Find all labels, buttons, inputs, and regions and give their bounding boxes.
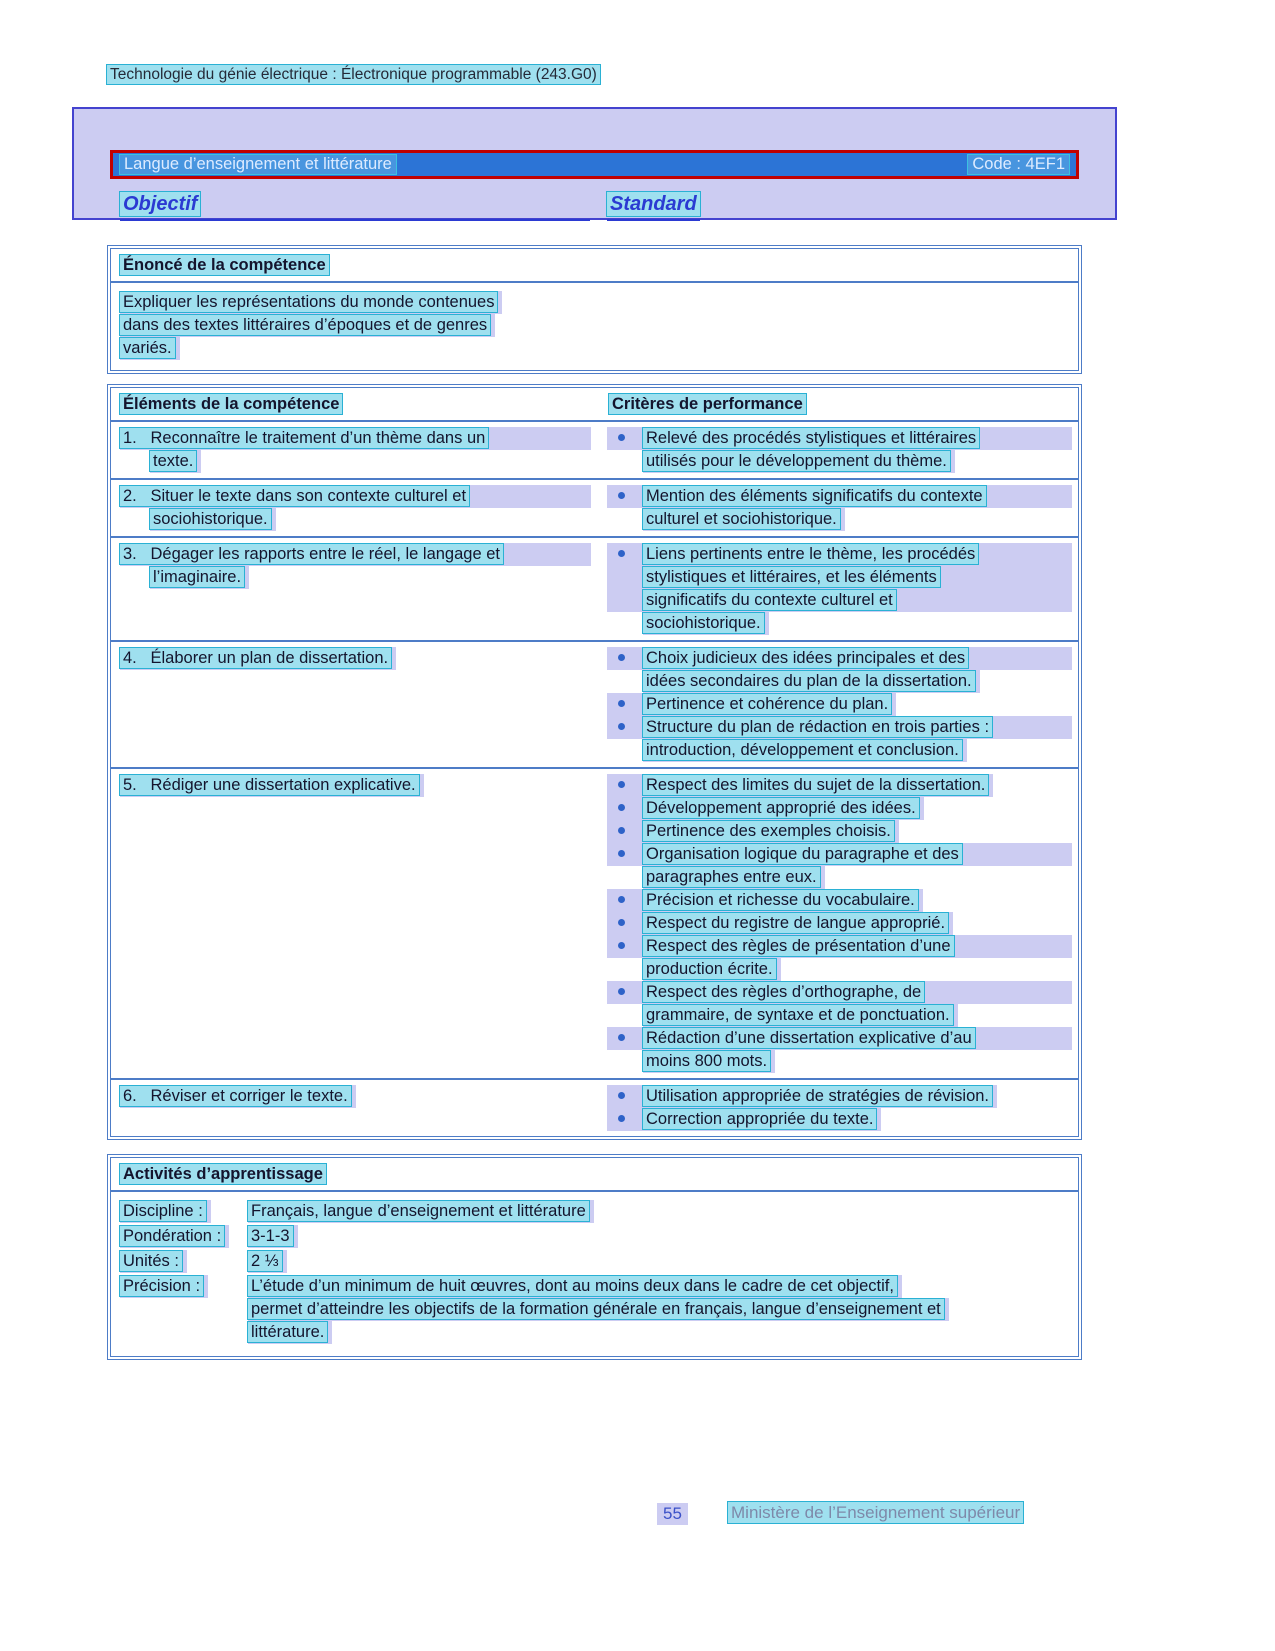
standard-heading [607,193,700,221]
text-line [120,337,180,360]
bullet-icon [607,820,643,843]
criterion [607,935,1072,981]
highlighted-text: Respect des limites du sujet de la dissertation. [643,775,988,795]
page-number: 55 [657,1503,688,1525]
activity-value [248,1225,1069,1248]
bullet-icon [607,1085,643,1108]
competence-row [111,642,1078,769]
text-line [248,1225,298,1248]
enonce-table-inner [110,248,1079,371]
criteria-cell [599,647,1078,762]
highlighted-text: Liens pertinents entre le thème, les procédés [643,544,978,564]
highlighted-text: introduction, développement et conclusion. [643,740,962,760]
criterion [607,716,1072,762]
text-line [607,774,993,797]
text-line [150,566,249,589]
text-line [607,797,924,820]
course-title: Langue d’enseignement et littérature [120,155,396,174]
bullet-icon [607,693,643,716]
criteria-cell [599,485,1078,531]
bullet-icon [607,647,643,670]
text-line [120,1225,229,1248]
enonce-body [111,283,1078,370]
text-line [120,291,502,314]
elements-header-left-cell [111,395,599,414]
highlighted-text: littérature. [248,1322,327,1342]
highlighted-text: production écrite. [643,959,776,979]
highlighted-text: Respect du registre de langue approprié. [643,913,948,933]
criteria-cell [599,1085,1078,1131]
elements-header-row [111,388,1078,422]
bullet-icon [607,485,643,508]
highlighted-text: sociohistorique. [150,509,271,529]
text-line [120,1200,211,1223]
criterion [607,647,1072,693]
activity-label [120,1250,248,1273]
title-box [72,107,1117,220]
highlighted-text: dans des textes littéraires d’époques et de genres [120,315,490,335]
bullet-icon [607,774,643,797]
highlighted-text: 3-1-3 [248,1226,293,1246]
course-code-bar [110,150,1079,179]
activities-table [107,1154,1082,1360]
highlighted-text: stylistiques et littéraires, et les éléments [643,567,940,587]
text-line [643,866,825,889]
highlighted-text: Développement approprié des idées. [643,798,919,818]
highlighted-text: l’imaginaire. [150,567,244,587]
criterion [607,1027,1072,1073]
highlighted-text: Correction appropriée du texte. [643,1109,876,1129]
bullet-icon [607,797,643,820]
highlighted-text: 4. Élaborer un plan de dissertation. [120,648,391,668]
highlighted-text: Pondération : [120,1226,224,1246]
highlighted-text: L’étude d’un minimum de huit œuvres, dont au moins deux dans le cadre de cet objectif, [248,1276,897,1296]
text-line [607,693,896,716]
highlighted-text: variés. [120,338,175,358]
element-cell [111,1085,599,1131]
highlighted-text: Relevé des procédés stylistiques et littéraires [643,428,979,448]
text-line [643,450,955,473]
criteria-cell [599,427,1078,473]
text-line [607,1085,997,1108]
criterion [607,820,1072,843]
text-line [607,716,1072,739]
competence-row [111,480,1078,538]
highlighted-text: 3. Dégager les rapports entre le réel, le langage et [120,544,503,564]
criteria-cell [599,543,1078,635]
text-line [607,912,953,935]
standard-label: Standard [607,192,700,216]
text-line [120,647,396,670]
text-line [607,1108,881,1131]
bullet-icon [607,427,643,450]
activity-row [120,1275,1069,1344]
text-line [120,543,591,566]
highlighted-text: Respect des règles d’orthographe, de [643,982,924,1002]
running-header-text: Technologie du génie électrique : Électronique programmable (243.G0) [107,65,600,84]
elements-header-right: Critères de performance [609,394,806,414]
elements-header-left: Éléments de la compétence [120,394,342,414]
footer-ministry-text: Ministère de l’Enseignement supérieur [728,1502,1023,1523]
element-cell [111,543,599,635]
criterion [607,1085,1072,1108]
activity-row [120,1225,1069,1248]
bullet-icon [607,889,643,912]
enonce-header-text: Énoncé de la compétence [120,255,329,275]
criterion [607,797,1072,820]
highlighted-text: Mention des éléments significatifs du contexte [643,486,986,506]
text-line [607,485,1072,508]
highlighted-text: Organisation logique du paragraphe et des [643,844,962,864]
enonce-header [111,249,1078,283]
element-cell [111,427,599,473]
bullet-icon [607,981,643,1004]
highlighted-text: Choix judicieux des idées principales et des [643,648,968,668]
text-line [150,508,276,531]
highlighted-text: Respect des règles de présentation d’une [643,936,954,956]
activity-row [120,1200,1069,1223]
highlighted-text: 1. Reconnaître le traitement d’un thème dans un [120,428,488,448]
elements-table-inner [110,387,1079,1137]
text-line [643,612,769,635]
criterion [607,843,1072,889]
elements-table [107,384,1082,1140]
objectif-heading [120,193,590,221]
highlighted-text: Français, langue d’enseignement et littérature [248,1201,589,1221]
text-line [120,485,591,508]
activity-label [120,1225,248,1248]
activity-value [248,1250,1069,1273]
elements-header-right-cell [599,395,1078,414]
text-line [120,1250,187,1273]
criterion [607,774,1072,797]
highlighted-text: culturel et sociohistorique. [643,509,840,529]
text-line [120,1085,356,1108]
activity-value [248,1275,1069,1344]
element-cell [111,485,599,531]
text-line [248,1321,332,1344]
text-line [643,508,845,531]
activity-value [248,1200,1069,1223]
highlighted-text: moins 800 mots. [643,1051,770,1071]
activities-header [111,1158,1078,1192]
activity-row [120,1250,1069,1273]
text-line [643,670,980,693]
bullet-icon [607,1108,643,1131]
text-line [607,843,1072,866]
text-line [120,427,591,450]
criterion [607,693,1072,716]
text-line [120,314,495,337]
text-line [607,981,1072,1004]
text-line [607,889,923,912]
footer-ministry [728,1503,1023,1523]
text-line [643,739,967,762]
bullet-icon [607,912,643,935]
bullet-icon [607,543,643,566]
highlighted-text: utilisés pour le développement du thème. [643,451,950,471]
highlighted-text: Discipline : [120,1201,206,1221]
highlighted-text: significatifs du contexte culturel et [643,590,896,610]
bullet-icon [607,935,643,958]
activities-table-inner [110,1157,1079,1357]
text-line [643,1004,958,1027]
highlighted-text: 2 ⅓ [248,1251,282,1271]
text-line [607,427,1072,450]
highlighted-text: Rédaction d’une dissertation explicative d’au [643,1028,975,1048]
highlighted-text: 2. Situer le texte dans son contexte culturel et [120,486,469,506]
text-line [643,958,781,981]
competence-row [111,769,1078,1080]
criterion [607,427,1072,473]
criterion [607,889,1072,912]
criterion [607,912,1072,935]
bullet-icon [607,843,643,866]
highlighted-text: permet d’atteindre les objectifs de la formation générale en français, langue d’enseignement et [248,1299,944,1319]
activities-header-text: Activités d’apprentissage [120,1164,326,1184]
criterion [607,1108,1072,1131]
competence-row [111,538,1078,642]
text-line [607,589,1072,612]
text-line [607,543,1072,566]
course-code: Code : 4EF1 [968,155,1069,174]
text-line [248,1298,949,1321]
elements-rows [111,422,1078,1136]
highlighted-text: Précision : [120,1276,203,1296]
competence-row [111,422,1078,480]
highlighted-text: Structure du plan de rédaction en trois parties : [643,717,992,737]
criteria-cell [599,774,1078,1073]
text-line [150,450,201,473]
highlighted-text: idées secondaires du plan de la dissertation. [643,671,975,691]
bullet-icon [607,1027,643,1050]
criterion [607,485,1072,531]
element-cell [111,647,599,762]
highlighted-text: Précision et richesse du vocabulaire. [643,890,918,910]
enonce-table [107,245,1082,374]
text-line [607,820,899,843]
highlighted-text: 5. Rédiger une dissertation explicative. [120,775,419,795]
text-line [248,1250,287,1273]
criterion [607,981,1072,1027]
text-line [120,1275,208,1298]
text-line [643,1050,775,1073]
bullet-icon [607,716,643,739]
running-header [107,66,600,84]
objectif-standard-row [120,193,700,221]
highlighted-text: Unités : [120,1251,182,1271]
criterion [607,543,1072,635]
text-line [120,774,424,797]
activity-label [120,1275,248,1344]
activity-label [120,1200,248,1223]
objectif-label: Objectif [120,192,200,216]
highlighted-text: grammaire, de syntaxe et de ponctuation. [643,1005,953,1025]
highlighted-text: paragraphes entre eux. [643,867,820,887]
activities-rows [111,1192,1078,1356]
highlighted-text: Expliquer les représentations du monde contenues [120,292,497,312]
highlighted-text: Pertinence et cohérence du plan. [643,694,891,714]
highlighted-text: Utilisation appropriée de stratégies de révision. [643,1086,992,1106]
highlighted-text: texte. [150,451,196,471]
text-line [607,1027,1072,1050]
element-cell [111,774,599,1073]
text-line [607,647,1072,670]
text-line [607,935,1072,958]
competence-row [111,1080,1078,1136]
highlighted-text: Pertinence des exemples choisis. [643,821,894,841]
text-line [607,566,1072,589]
text-line [248,1200,594,1223]
highlighted-text: sociohistorique. [643,613,764,633]
text-line [248,1275,902,1298]
highlighted-text: 6. Réviser et corriger le texte. [120,1086,351,1106]
